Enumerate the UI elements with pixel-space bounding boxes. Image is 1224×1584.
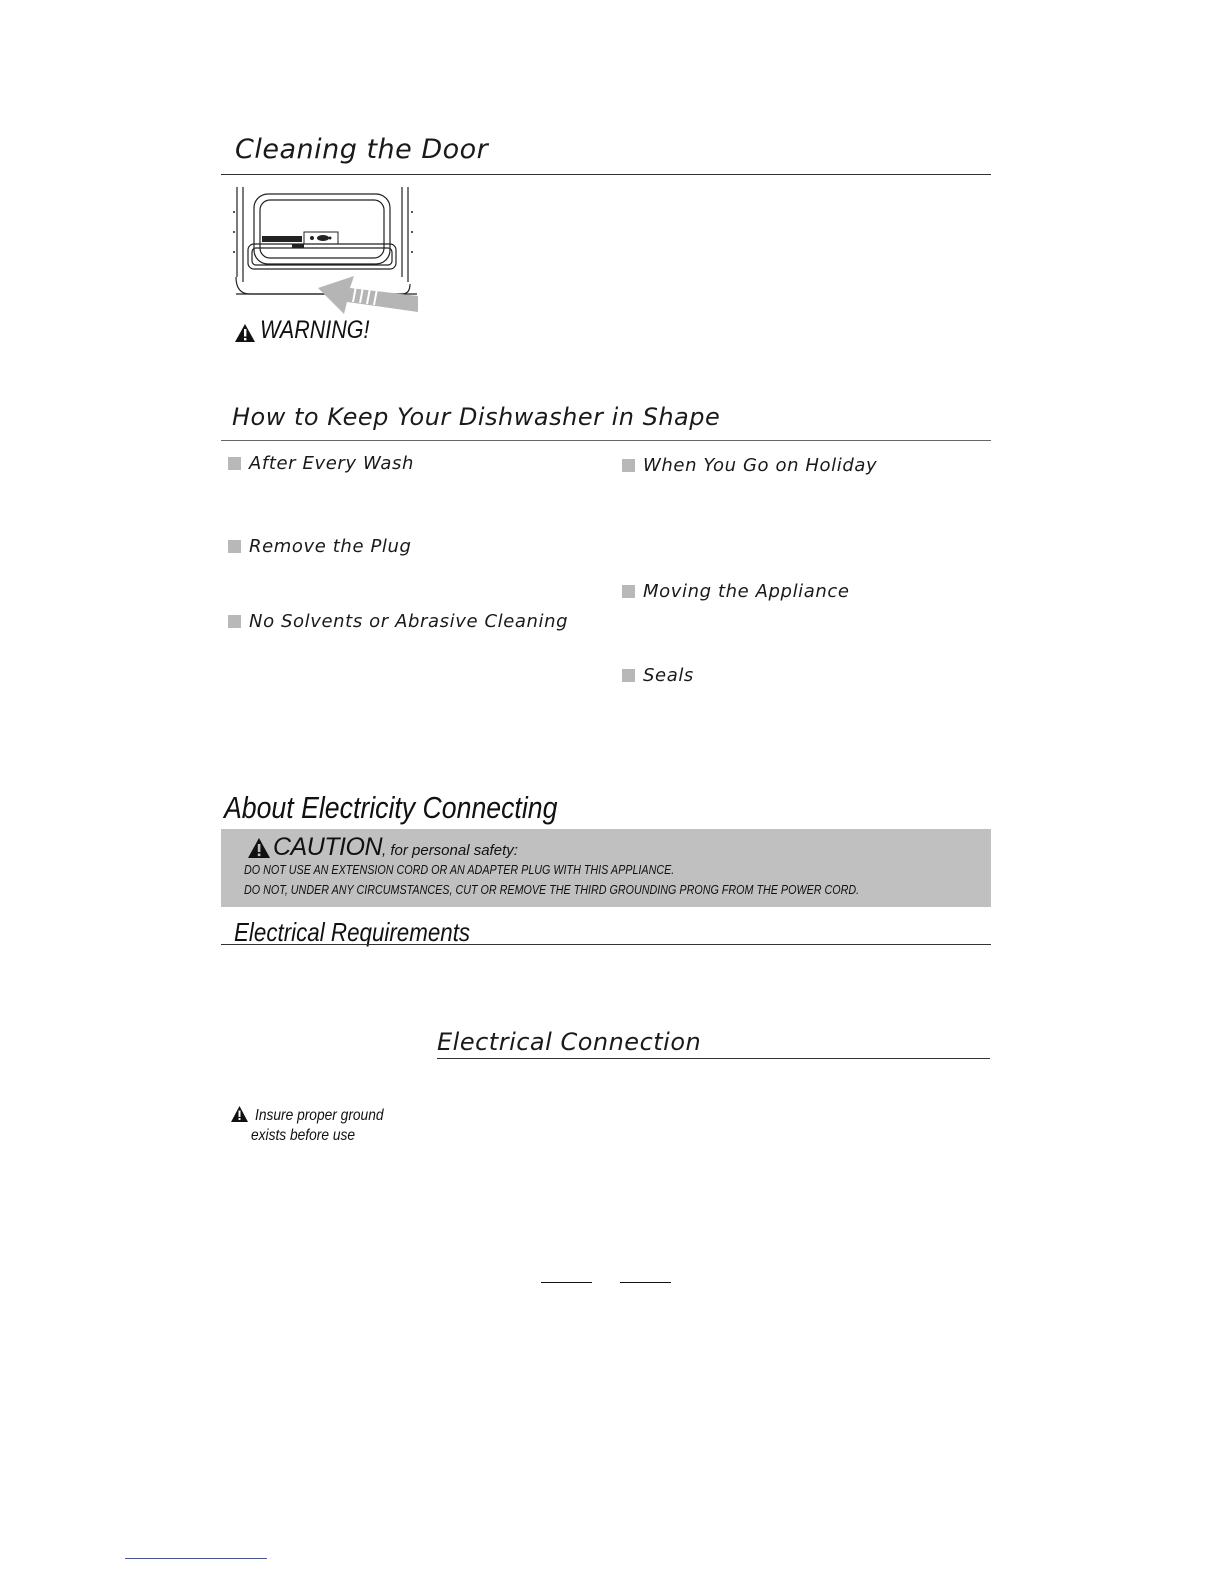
cleaning-door-rule	[221, 174, 991, 175]
list-item-label: Moving the Appliance	[643, 581, 850, 602]
blank-underline-1	[541, 1282, 592, 1283]
requirements-rule	[221, 944, 991, 945]
footer-link-underline[interactable]	[125, 1558, 267, 1559]
caution-line-1: DO NOT USE AN EXTENSION CORD OR AN ADAPTER PLUG WITH THIS APPLIANCE.	[244, 863, 675, 877]
dishwasher-door-illustration	[232, 182, 422, 317]
connection-rule	[437, 1058, 990, 1059]
warning-icon	[234, 323, 256, 343]
list-item-moving	[622, 581, 850, 602]
list-item-remove-plug	[228, 536, 412, 557]
caution-word: CAUTION	[273, 833, 382, 861]
list-item-label: Seals	[643, 665, 694, 686]
bullet-square-icon	[228, 457, 241, 470]
ground-warning-icon	[230, 1105, 249, 1123]
bullet-square-icon	[622, 669, 635, 682]
blank-underline-2	[620, 1282, 671, 1283]
caution-line-2: DO NOT, UNDER ANY CIRCUMSTANCES, CUT OR REMOVE THE THIRD GROUNDING PRONG FROM THE POWER CORD.	[244, 883, 860, 897]
warning-label: WARNING!	[260, 316, 370, 344]
warning-row	[234, 318, 387, 347]
keep-shape-title: How to Keep Your Dishwasher in Shape	[232, 403, 721, 431]
bullet-square-icon	[622, 585, 635, 598]
caution-box	[221, 829, 991, 907]
requirements-title: Electrical Requirements	[234, 917, 471, 947]
ground-note-line-1: Insure proper ground	[255, 1107, 384, 1124]
list-item-no-solvents	[228, 611, 568, 632]
bullet-square-icon	[228, 615, 241, 628]
keep-shape-rule	[221, 440, 991, 441]
list-item-label: No Solvents or Abrasive Cleaning	[249, 611, 569, 632]
bullet-square-icon	[228, 540, 241, 553]
caution-suffix: , for personal safety:	[382, 842, 518, 859]
list-item-seals	[622, 665, 694, 686]
cleaning-door-title: Cleaning the Door	[235, 134, 489, 165]
list-item-holiday	[622, 455, 877, 476]
connection-title: Electrical Connection	[437, 1028, 702, 1056]
list-item-label: Remove the Plug	[249, 536, 412, 557]
list-item-label: After Every Wash	[249, 453, 415, 474]
electricity-title: About Electricity Connecting	[224, 790, 558, 825]
caution-warning-icon	[247, 837, 271, 859]
bullet-square-icon	[622, 459, 635, 472]
caution-heading	[247, 833, 518, 862]
list-item-after-every-wash	[228, 453, 414, 474]
list-item-label: When You Go on Holiday	[643, 455, 878, 476]
ground-note-line-2: exists before use	[251, 1127, 356, 1144]
